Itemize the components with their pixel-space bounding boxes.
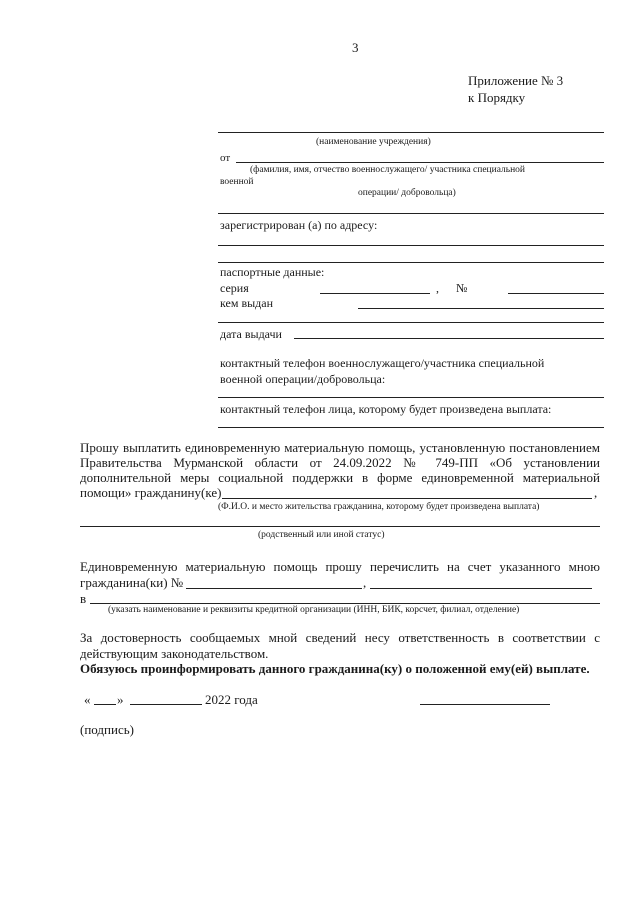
issued-by-line[interactable] — [358, 308, 604, 309]
day-line[interactable] — [94, 704, 116, 705]
responsibility-line-1: За достоверность сообщаемых мной сведений несу ответственность в соответствии с — [80, 630, 600, 645]
obligation-text: Обязуюсь проинформировать данного гражданина(ку) о положенной ему(ей) выплате. — [80, 661, 590, 676]
request-paragraph — [80, 440, 600, 485]
account-line[interactable] — [186, 588, 362, 589]
address-line-1[interactable] — [218, 245, 604, 246]
registered-label: зарегистрирован (а) по адресу: — [220, 218, 378, 232]
date-year: 2022 года — [205, 692, 258, 707]
passport-label: паспортные данные: — [220, 265, 325, 279]
phone-serviceman-line[interactable] — [218, 397, 604, 398]
transfer-line-2: гражданина(ки) № — [80, 575, 184, 590]
request-line-4: помощи» гражданину(ке) — [80, 485, 222, 500]
number-line[interactable] — [508, 293, 604, 294]
issued-by-label: кем выдан — [220, 296, 274, 310]
fio-caption-1: (фамилия, имя, отчество военнослужащего/ участника специальной — [250, 165, 526, 175]
transfer-comma: , — [363, 575, 367, 590]
institution-caption: (наименование учреждения) — [316, 137, 431, 147]
issued-by-line-2[interactable] — [218, 322, 604, 323]
fio-caption-3: операции/ добровольца) — [358, 188, 456, 198]
fio-caption-2: военной — [220, 177, 254, 187]
institution-line[interactable] — [218, 132, 604, 133]
responsibility-line-2: действующим законодательством. — [80, 646, 269, 661]
request-comma: , — [594, 485, 598, 500]
phone-serviceman-label-2: военной операции/добровольца: — [220, 372, 386, 386]
citizen-line[interactable] — [222, 498, 592, 499]
issue-date-label: дата выдачи — [220, 327, 282, 341]
phone-recipient-label: контактный телефон лица, которому будет произведена выплата: — [220, 402, 552, 416]
phone-serviceman-label-1: контактный телефон военнослужащего/участника специальной — [220, 356, 545, 370]
request-line-1: Прошу выплатить единовременную материальную помощь, установленную постановлением — [80, 440, 600, 455]
number-label: № — [456, 281, 468, 295]
bank-line[interactable] — [90, 603, 600, 604]
address-line-2[interactable] — [218, 262, 604, 263]
appendix-title: Приложение № 3 — [468, 73, 564, 88]
relation-line[interactable] — [80, 526, 600, 527]
signature-line[interactable] — [420, 704, 550, 705]
account-line-2[interactable] — [370, 588, 592, 589]
from-line[interactable] — [236, 162, 604, 163]
signature-caption: (подпись) — [80, 722, 134, 737]
transfer-line-1: Единовременную материальную помощь прошу перечислить на счет указанного мною — [80, 559, 600, 574]
date-close-quote: » — [117, 692, 124, 707]
citizen-caption: (Ф.И.О. и место жительства гражданина, которому будет произведена выплата) — [218, 502, 540, 512]
request-line-3: дополнительной меры социальной поддержки в форме единовременной материальной — [80, 470, 600, 485]
page-number: 3 — [352, 40, 359, 55]
bank-caption: (указать наименование и реквизиты кредитной организации (ИНН, БИК, корсчет, филиал, отделение) — [108, 605, 520, 615]
issue-date-line[interactable] — [294, 338, 604, 339]
month-line[interactable] — [130, 704, 202, 705]
bank-prefix: в — [80, 591, 87, 606]
from-label: от — [220, 152, 231, 164]
series-line[interactable] — [320, 293, 430, 294]
date-open-quote: « — [84, 692, 91, 707]
relation-caption: (родственный или иной статус) — [258, 530, 385, 540]
phone-recipient-line[interactable] — [218, 427, 604, 428]
series-comma: , — [436, 281, 439, 295]
series-label: серия — [220, 281, 249, 295]
appendix-subtitle: к Порядку — [468, 90, 526, 105]
fio-line-2[interactable] — [218, 213, 604, 214]
request-line-2: Правительства Мурманской области от 24.09.2022 № 749-ПП «Об установлении — [80, 455, 600, 470]
